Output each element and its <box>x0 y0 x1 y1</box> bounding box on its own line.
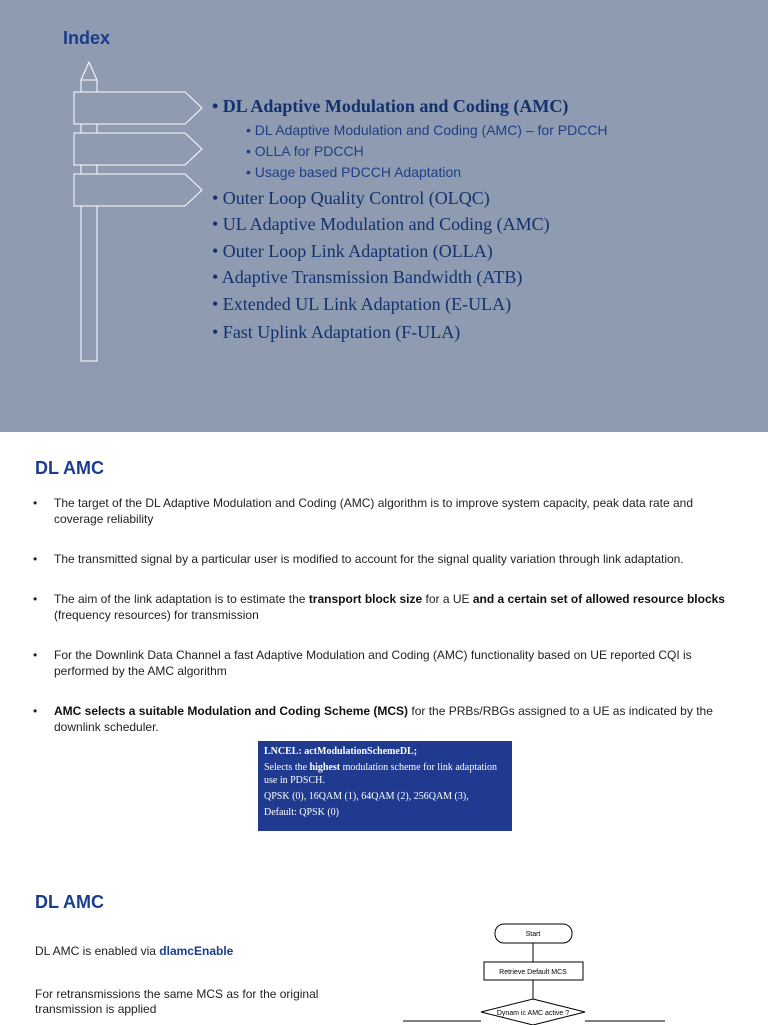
index-item-olqc: • Outer Loop Quality Control (OLQC) <box>212 188 490 208</box>
flow-start-label: Start <box>525 931 541 938</box>
dlamc-enable-text: DL AMC is enabled via dlamcEnable <box>35 944 234 958</box>
index-item-ul-amc: • UL Adaptive Modulation and Coding (AMC) <box>212 214 550 234</box>
bold-resource-blocks: and a certain set of allowed resource blocks <box>472 592 725 606</box>
slide-title: DL AMC <box>35 892 104 912</box>
parameter-description: Selects the highest modulation scheme for link adaptation use in PDSCH. <box>264 762 498 786</box>
index-item-atb: • Adaptive Transmission Bandwidth (ATB) <box>212 267 523 287</box>
retransmission-text: For retransmissions the same MCS as for the original transmission is applied <box>35 987 319 1016</box>
bullet-text: For the Downlink Data Channel a fast Adaptive Modulation and Coding (AMC) functionality based on UE reported CQI is performed by the AMC algorithm <box>54 648 692 678</box>
index-item-f-ula: • Fast Uplink Adaptation (F-ULA) <box>212 322 461 342</box>
bullet-text: The aim of the link adaptation is to estimate the transport block size for a UE and a certain set of allowed resource blocks (frequency resources) for transmission <box>54 592 725 622</box>
flow-decision-label: Dynam ic AMC active ? <box>496 1010 570 1017</box>
bullet-text: AMC selects a suitable Modulation and Coding Scheme (MCS) for the PRBs/RBGs assigned to a UE as indicated by the downlink scheduler. <box>54 704 713 734</box>
bullet-dot: • <box>33 496 38 510</box>
dl-amc-slide <box>0 436 768 856</box>
parameter-box <box>258 741 512 831</box>
bold-transport-block-size: transport block size <box>308 592 423 606</box>
bold-amc-selects: AMC selects a suitable Modulation and Coding Scheme (MCS) <box>54 704 409 718</box>
signpost-pole-tip <box>81 62 97 80</box>
bullet-dot: • <box>33 552 38 566</box>
amc-flowchart <box>395 915 725 1025</box>
index-item-dl-amc: • DL Adaptive Modulation and Coding (AMC) <box>212 96 569 116</box>
signpost-board-3 <box>74 174 202 206</box>
signpost-icon <box>0 0 220 380</box>
bullet-text: The target of the DL Adaptive Modulation and Coding (AMC) algorithm is to improve system capacity, peak data rate and coverage reliability <box>54 496 693 526</box>
parameter-title: LNCEL: actModulationSchemeDL; <box>264 746 418 757</box>
bullet-text: The transmitted signal by a particular user is modified to account for the signal quality variation through link adaptation. <box>54 552 684 566</box>
flow-retrieve-label: Retrieve Default MCS <box>499 969 567 976</box>
index-item-e-ula: • Extended UL Link Adaptation (E-ULA) <box>212 294 512 314</box>
bullet-dot: • <box>33 648 38 662</box>
bullet-dot: • <box>33 592 38 606</box>
signpost-board-1 <box>74 92 202 124</box>
dl-amc-slide-2 <box>0 870 768 1024</box>
slide-title: DL AMC <box>35 458 104 478</box>
index-subitem-dl-amc-pdcch: • DL Adaptive Modulation and Coding (AMC) – for PDCCH <box>246 122 608 138</box>
index-title: Index <box>63 28 111 48</box>
parameter-default: Default: QPSK (0) <box>264 807 339 818</box>
parameter-values: QPSK (0), 16QAM (1), 64QAM (2), 256QAM (3), <box>264 791 469 802</box>
index-subitem-pdcch-adaptation: • Usage based PDCCH Adaptation <box>246 164 462 180</box>
index-slide <box>0 0 768 432</box>
signpost-board-2 <box>74 133 202 165</box>
index-item-olla: • Outer Loop Link Adaptation (OLLA) <box>212 241 493 261</box>
bullet-dot: • <box>33 704 38 718</box>
index-subitem-olla-pdcch: • OLLA for PDCCH <box>246 143 364 159</box>
param-dlamcenable: dlamcEnable <box>159 944 234 958</box>
